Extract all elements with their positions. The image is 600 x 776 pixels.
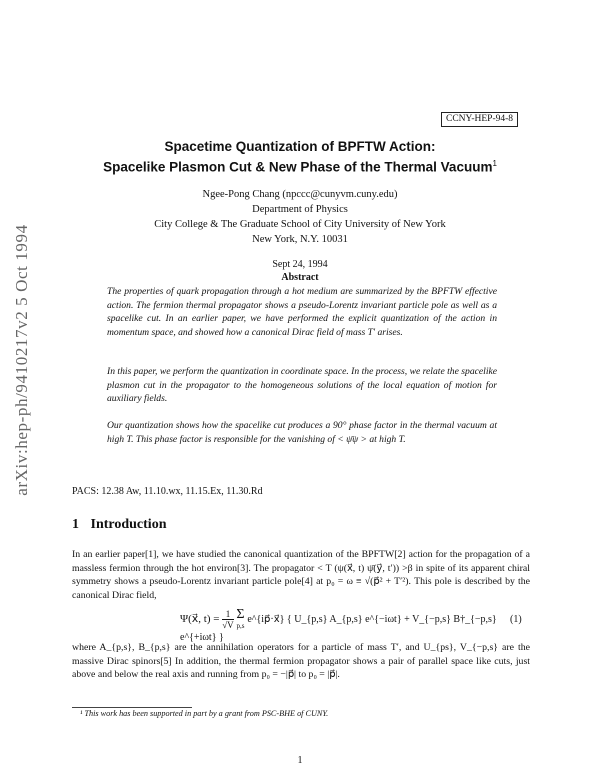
equation-1	[180, 607, 520, 643]
equation-sum	[236, 608, 244, 631]
abstract-heading: Abstract	[281, 272, 319, 283]
equation-lhs: Ψ(x⃗, t) =	[180, 613, 220, 626]
title-line-1: Spacetime Quantization of BPFTW Action:	[164, 139, 436, 154]
section-number: 1	[72, 517, 79, 532]
author-address: New York, N.Y. 10031	[252, 234, 348, 245]
footnote: ¹ This work has been supported in part by a grant from PSC-BHE of CUNY.	[80, 709, 329, 718]
equation-rhs: e^{ip⃗·x⃗} { U_{p,s} A_{p,s} e^{−iωt} + V_{−p,s} B†_{−p,s} e^{+iωt} }	[180, 614, 497, 643]
title-footnote-mark: 1	[492, 159, 497, 168]
section-title: Introduction	[90, 517, 167, 532]
author-department: Department of Physics	[252, 204, 348, 215]
section-heading	[72, 517, 166, 533]
author-name: Ngee-Pong Chang (npccc@cunyvm.cuny.edu)	[202, 189, 398, 200]
paper-title	[60, 138, 540, 176]
paper-date: Sept 24, 1994	[272, 259, 328, 270]
pacs-codes: PACS: 12.38 Aw, 11.10.wx, 11.15.Ex, 11.30.Rd	[72, 486, 263, 497]
abstract-paragraph-2: In this paper, we perform the quantization in coordinate space. In the process, we relate the spacelike plasmon cut in the propagator to the homogeneous solutions of the local equation of motion for auxiliary fields.	[107, 366, 497, 405]
sum-symbol: Σ	[236, 607, 245, 622]
footnote-rule	[72, 707, 192, 708]
fraction-numerator: 1	[225, 609, 231, 619]
page-number: 1	[297, 755, 303, 766]
abstract-paragraph-3: Our quantization shows how the spacelike cut produces a 90° phase factor in the thermal vacuum at high T. This phase factor is responsible for the vanishing of < ψ̄ψ > at high T.	[107, 420, 497, 445]
fraction-denominator: √V	[222, 620, 234, 630]
author-institution: City College & The Graduate School of City University of New York	[154, 219, 446, 230]
after-equation-paragraph: where A_{p,s}, B_{p,s} are the annihilation operators for a particle of mass T′, and U_{ps}, V_{−p,s} are the massive Dirac spinors[5] In addition, the thermal fermion propagator shows a pair of parallel space like cuts, just above and below the real axis and running from p₀ = −|p⃗| to p₀ = |p⃗|.	[72, 642, 530, 680]
equation-fraction	[222, 609, 233, 630]
report-number: CCNY-HEP-94-8	[441, 112, 518, 127]
abstract-paragraph-1: The properties of quark propagation through a hot medium are summarized by the BPFTW effective action. The fermion thermal propagator shows a pseudo-Lorentz invariant particle pole as well as a spacelike cut. In an earlier paper, we have performed the explicit quantization of the action in momentum space, and showed how a canonical Dirac field of mass T′ arises.	[107, 286, 497, 338]
equation-number: (1)	[510, 614, 522, 625]
title-line-2: Spacelike Plasmon Cut & New Phase of the Thermal Vacuum$^1$	[103, 159, 497, 175]
arxiv-stamp: arXiv:hep-ph/9410217v2 5 Oct 1994	[12, 224, 31, 496]
author-block	[60, 187, 540, 247]
intro-paragraph: In an earlier paper[1], we have studied the canonical quantization of the BPFTW[2] action for the propagation of a massless fermion through the hot environ[3]. The propagator < T (ψ(x⃗, t) ψ̄(y⃗, t′)) >β in spite of its apparent chiral symmetry shows a pseudo-Lorentz invariant particle pole[4] at p₀ = ω ≡ √(p⃗² + T′²). This pole is described by the canonical Dirac field,	[72, 549, 530, 601]
sum-index: p,s	[236, 622, 245, 630]
